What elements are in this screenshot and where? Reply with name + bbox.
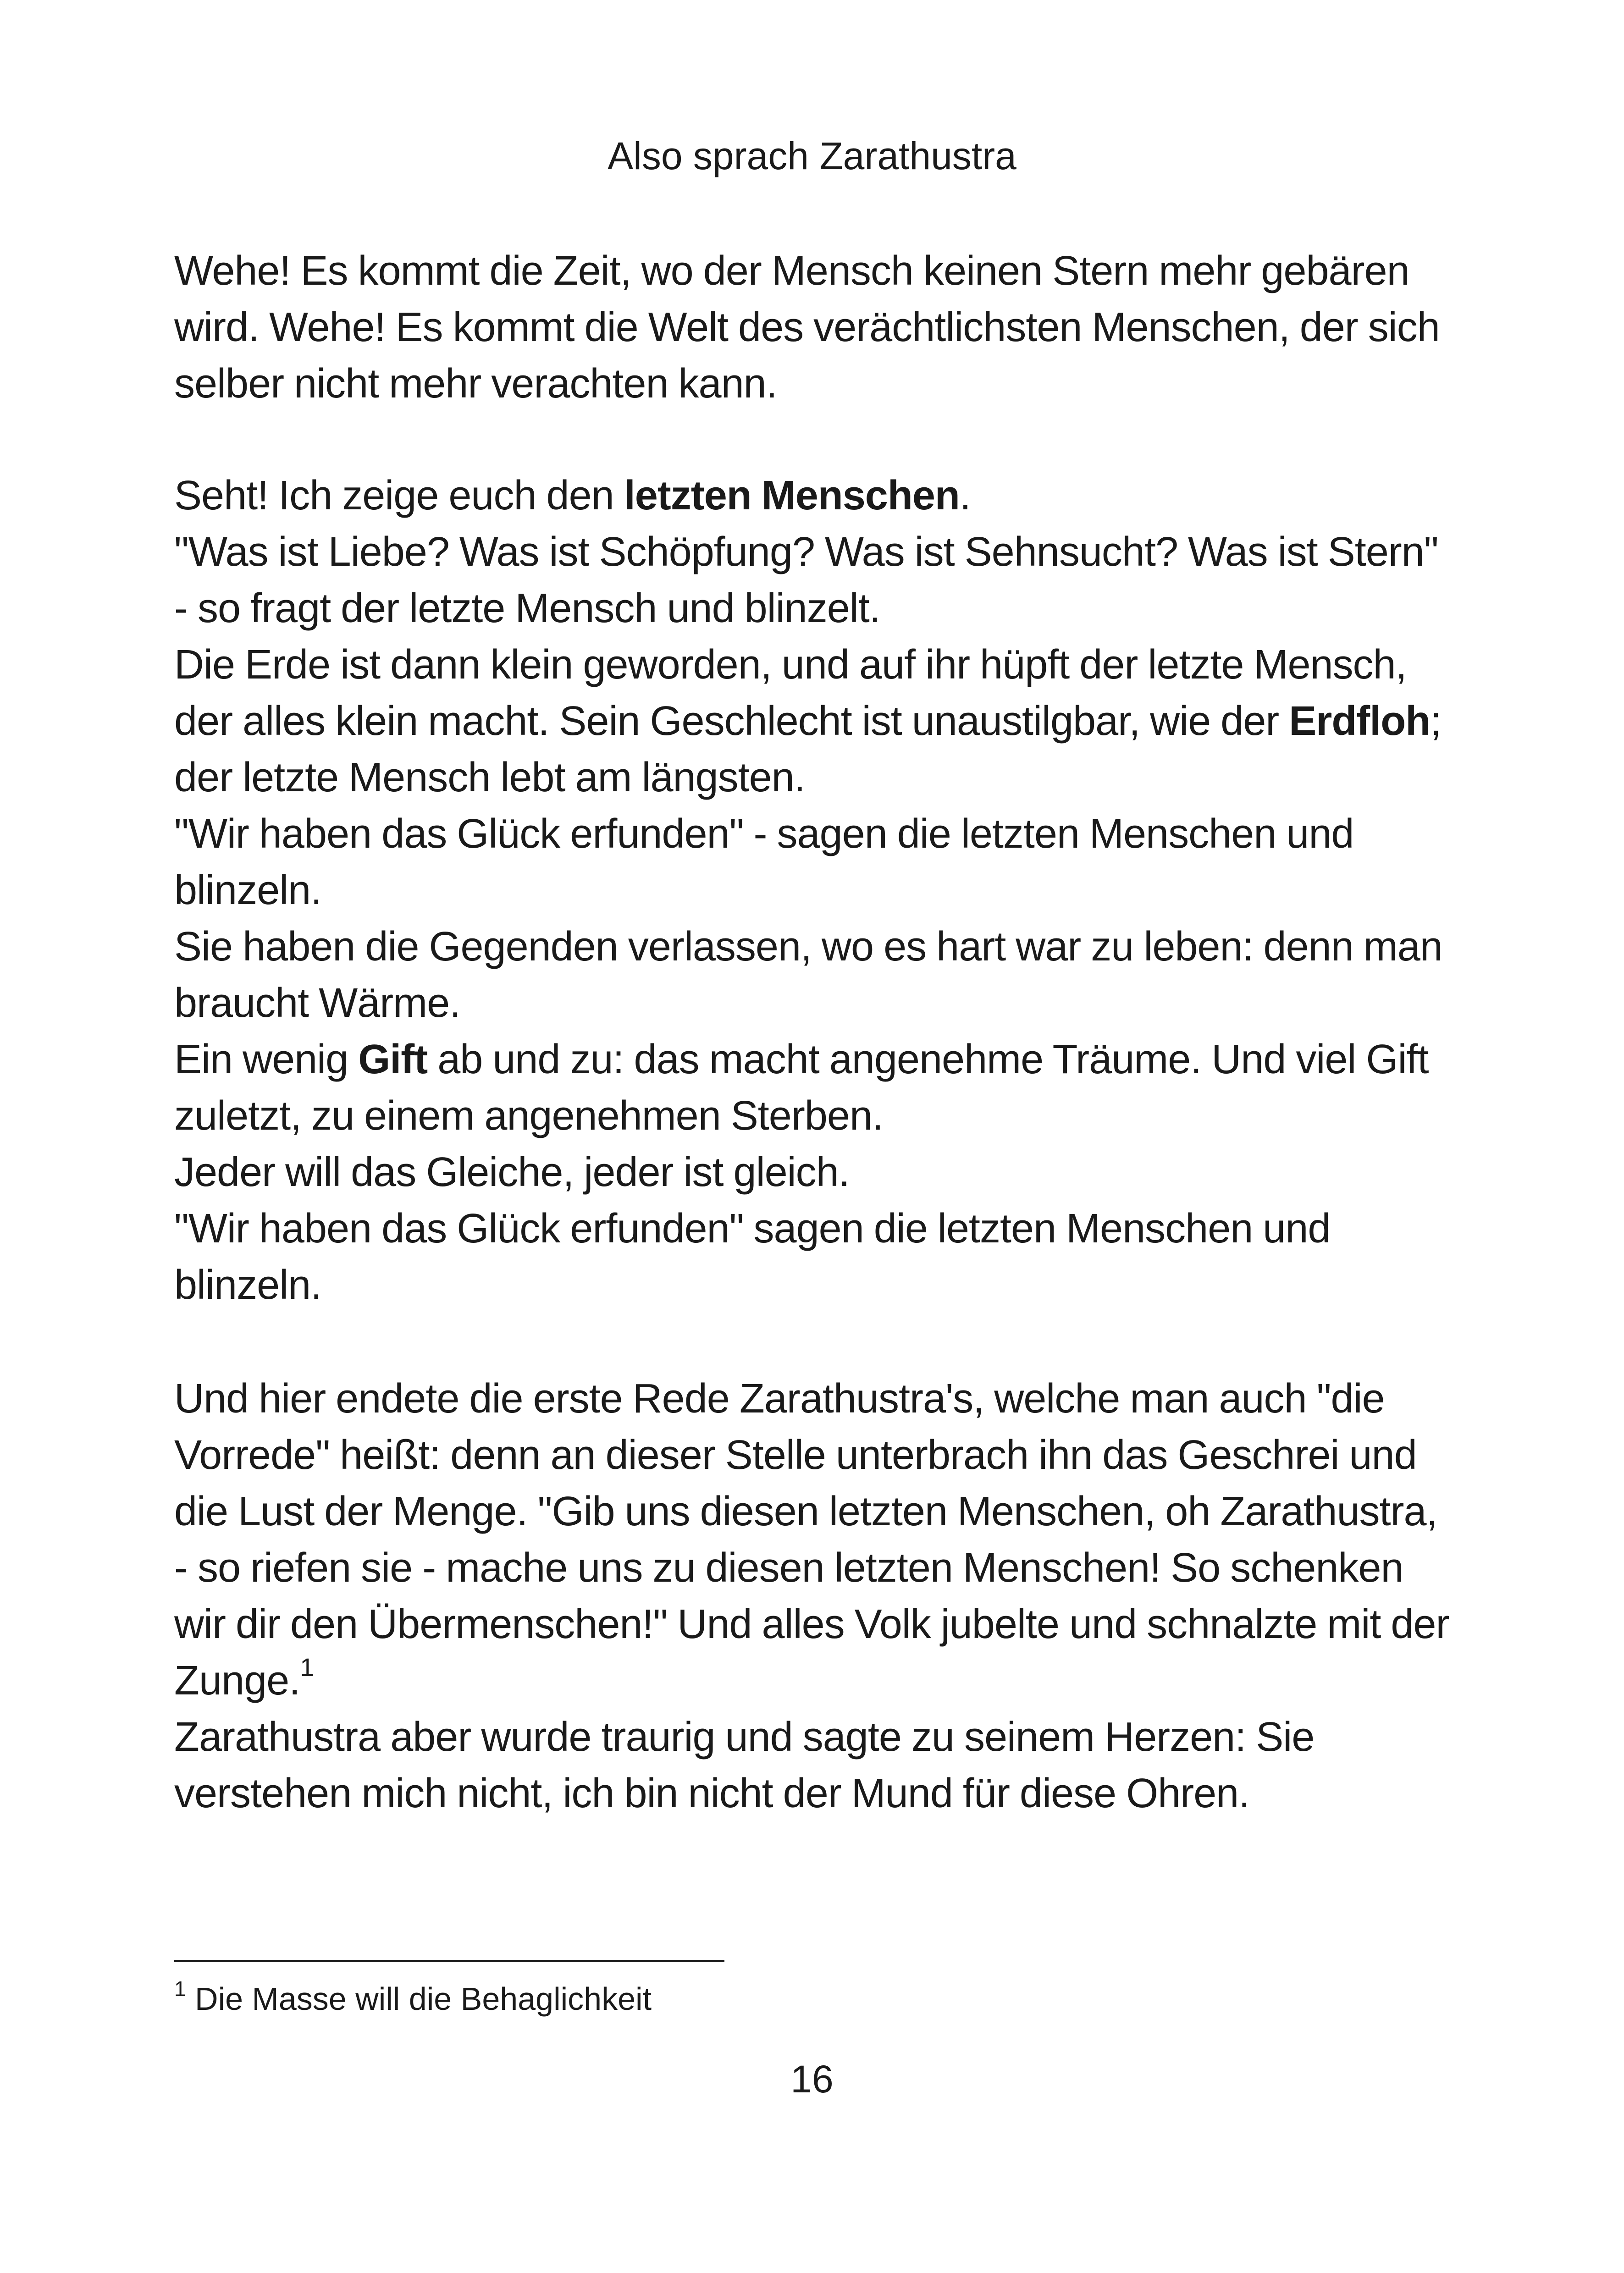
paragraph: "Wir haben das Glück erfunden" sagen die letzten Menschen und blinzeln.	[174, 1206, 1331, 1308]
paragraph: "Wir haben das Glück erfunden" - sagen die letzten Menschen und blinzeln.	[174, 811, 1354, 913]
footnote-text: Die Masse will die Behaglichkeit	[186, 1981, 652, 2017]
page-number: 16	[790, 2058, 834, 2101]
text-block-2	[174, 468, 1450, 1313]
text-run: .	[959, 473, 971, 519]
text-run: ; der letzte Mensch lebt am längsten.	[174, 698, 1442, 800]
text-run: ab und zu: das macht angenehme Träume. Und viel Gift zuletzt, zu einem angenehmen Sterben.	[174, 1037, 1429, 1139]
text-block-3	[174, 1371, 1450, 1822]
paragraph: Jeder will das Gleiche, jeder ist gleich.	[174, 1149, 850, 1195]
footnote-separator	[174, 1960, 724, 1962]
paragraph: Zarathustra aber wurde traurig und sagte zu seinem Herzen: Sie verstehen mich nicht, ich bin nicht der Mund für diese Ohren.	[174, 1714, 1315, 1816]
bold-term: letzten Menschen	[624, 473, 960, 519]
footnote	[174, 1976, 652, 2022]
footnote-reference[interactable]: 1	[300, 1653, 314, 1682]
text-block-1	[174, 243, 1450, 412]
text-run: Seht! Ich zeige euch den	[174, 473, 624, 519]
paragraph: "Was ist Liebe? Was ist Schöpfung? Was ist Sehnsucht? Was ist Stern" - so fragt der letzte Mensch und blinzelt.	[174, 529, 1438, 631]
text-run: Ein wenig	[174, 1037, 359, 1082]
paragraph	[174, 1371, 1450, 1709]
paragraph: Sie haben die Gegenden verlassen, wo es hart war zu leben: denn man braucht Wärme.	[174, 924, 1442, 1026]
running-header: Also sprach Zarathustra	[608, 134, 1016, 177]
text-run: Die Erde ist dann klein geworden, und auf ihr hüpft der letzte Mensch, der alles klein macht. Sein Geschlecht ist unaustilgbar, wie der	[174, 642, 1407, 744]
footnote-number: 1	[174, 1977, 186, 2001]
paragraph	[174, 637, 1450, 806]
text-run: Und hier endete die erste Rede Zarathustra's, welche man auch "die Vorrede" heißt: denn an dieser Stelle unterbrach ihn das Geschrei und die Lust der Menge. "Gib uns diesen letzten Menschen, oh Zarathustra, - so riefen sie - mache uns zu diesen letzten Menschen! So schenken wir dir den Übermenschen!" Und alles Volk jubelte und schnalzte mit der Zunge.	[174, 1376, 1449, 1704]
bold-term: Erdfloh	[1289, 698, 1431, 744]
paragraph	[174, 1032, 1450, 1144]
bold-term: Gift	[358, 1037, 428, 1082]
paragraph: Wehe! Es kommt die Zeit, wo der Mensch keinen Stern mehr gebären wird. Wehe! Es kommt die Welt des verächtlichsten Menschen, der sich selber nicht mehr verachten kann.	[174, 248, 1440, 407]
paragraph	[174, 468, 1450, 524]
